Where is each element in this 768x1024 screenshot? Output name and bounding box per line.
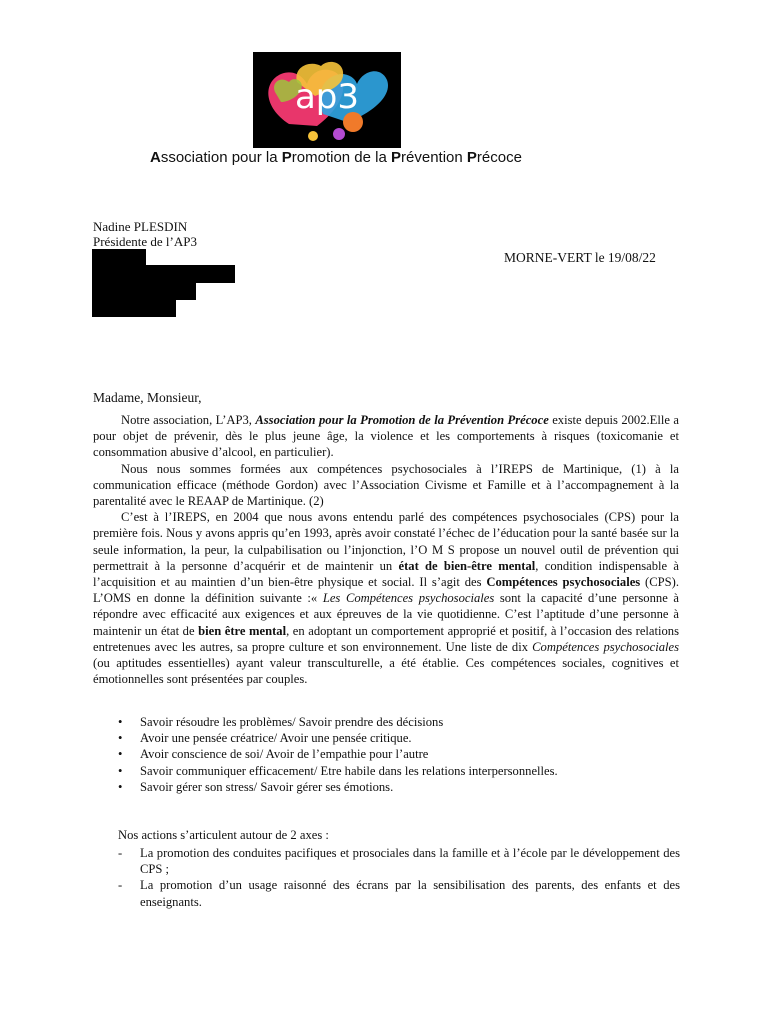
list-item: - La promotion des conduites pacifiques et prosociales dans la famille et à l’école par le développement des CPS ; xyxy=(118,845,680,877)
redacted-address-line-1 xyxy=(92,249,146,266)
redacted-address-line-2 xyxy=(92,265,235,283)
competences-list xyxy=(118,714,658,795)
salutation: Madame, Monsieur, xyxy=(93,390,202,405)
heart-balloons-icon xyxy=(253,52,401,148)
organization-name: Association pour la Promotion de la Prévention Précoce xyxy=(150,149,522,166)
axes-intro: Nos actions s’articulent autour de 2 axes : xyxy=(118,828,329,842)
list-item: • Avoir une pensée créatrice/ Avoir une pensée critique. xyxy=(118,730,658,746)
paragraph-3: C’est à l’IREPS, en 2004 que nous avons entendu parlé des compétences psychosociales (CPS) pour la première fois. Nous y avons appris qu’en 1993, après avoir constaté l’échec de l’éducation pour la santé basée sur la seule information, la peur, la culpabilisation ou l’injonction, l’O M S propose un nouvel outil de prévention qui permettrait à la personne d’acquérir et de maintenir un état de bien-être mental, condition indispensable à l’acquisition et au maintien d’un bien-être physique et social. Il s’agit des Compétences psychosociales (CPS). L’OMS en donne la définition suivante :« Les Compétences psychosociales sont la capacité d’une personne à répondre avec efficacité aux exigences et aux épreuves de la vie quotidienne. C’est l’aptitude d’une personne à maintenir un état de bien être mental, en adoptant un comportement approprié et positif, à l’occasion des relations entretenues avec les autres, sa propre culture et son environnement. Une liste de dix Compétences psychosociales (ou aptitudes essentielles) ayant valeur transculturelle, a été établie. Ces compétences sociales, cognitives et émotionnelles sont présentées par couples. xyxy=(93,510,680,687)
list-item: - La promotion d’un usage raisonné des écrans par la sensibilisation des parents, des enfants et des enseignants. xyxy=(118,877,680,909)
sender-name: Nadine PLESDIN xyxy=(93,219,188,234)
ap3-logo xyxy=(253,52,401,148)
list-item: • Savoir résoudre les problèmes/ Savoir prendre des décisions xyxy=(118,714,658,730)
redacted-address-line-3 xyxy=(92,282,196,300)
list-item: • Savoir communiquer efficacement/ Etre habile dans les relations interpersonnelles. xyxy=(118,763,658,779)
list-item: • Savoir gérer son stress/ Savoir gérer ses émotions. xyxy=(118,779,658,795)
logo-text: ap3 xyxy=(294,77,360,117)
sender-role: Présidente de l’AP3 xyxy=(93,234,197,249)
redacted-address-line-4 xyxy=(92,299,176,317)
sender-block xyxy=(93,219,197,249)
paragraph-1: Notre association, L’AP3, Association pour la Promotion de la Prévention Précoce existe depuis 2002.Elle a pour objet de prévenir, dès le plus jeune âge, la violence et les comportements à risques (toxicomanie et consommation abusive d’alcool, en particulier). xyxy=(93,413,679,460)
letter-body xyxy=(93,412,679,687)
paragraph-2: Nous nous sommes formées aux compétences psychosociales à l’IREPS de Martinique, (1) à la communication efficace (méthode Gordon) avec l’Association Civisme et Famille et à l’accompagnement à la parentalité avec le REAAP de Martinique. (2) xyxy=(93,461,679,509)
list-item: • Avoir conscience de soi/ Avoir de l’empathie pour l’autre xyxy=(118,746,658,762)
place-and-date: MORNE-VERT le 19/08/22 xyxy=(504,250,656,265)
axes-list xyxy=(118,845,680,910)
